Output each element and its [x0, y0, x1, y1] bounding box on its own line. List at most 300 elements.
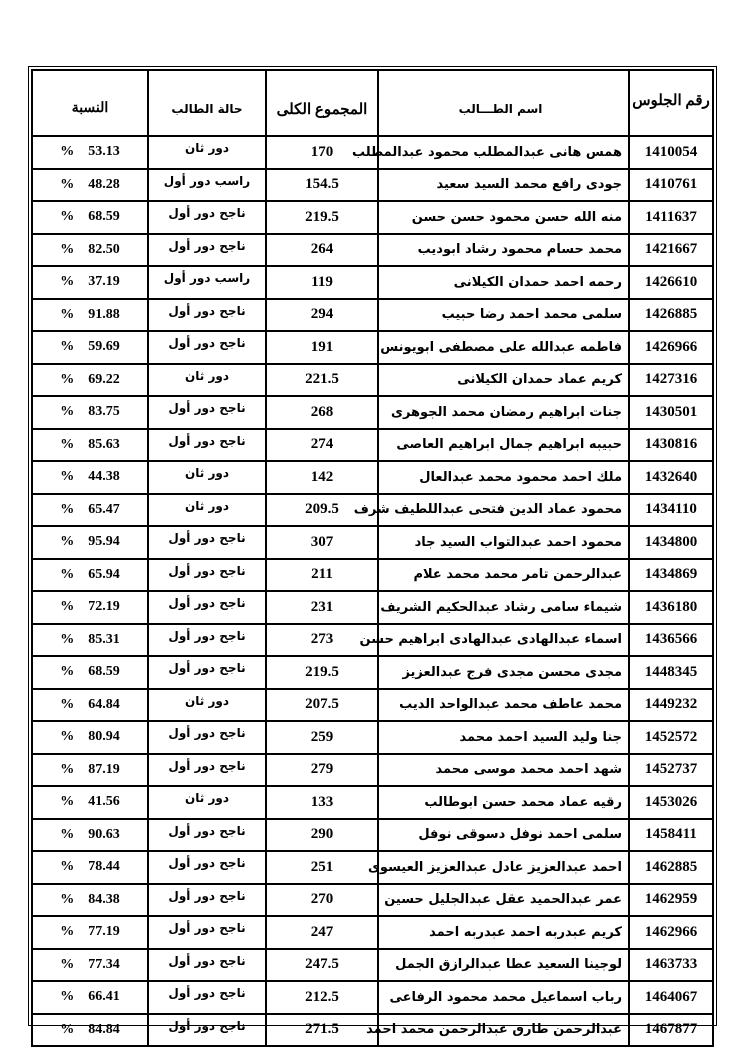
percent-wrap [33, 1022, 147, 1038]
student-name-cell-text: رقيه عماد محمد حسن ابوطالب [424, 794, 622, 810]
percent-wrap [33, 404, 147, 420]
status-cell-text: راسب دور أول [163, 173, 251, 188]
student-name-cell-text: كريم عماد حمدان الكيلانى [457, 372, 622, 388]
percent-sign: % [60, 664, 75, 680]
table-row [33, 885, 714, 918]
status-cell-text: ناجح دور أول [168, 433, 246, 448]
student-name-cell [379, 397, 630, 430]
percent-value: 48.28 [88, 176, 120, 192]
status-cell [149, 625, 267, 658]
header-percent: النسبة [33, 71, 149, 137]
total-cell: 142 [267, 462, 379, 495]
percent-cell [33, 365, 149, 398]
percent-cell [33, 332, 149, 365]
student-name-cell [379, 820, 630, 853]
seat-number-cell: 1434800 [630, 527, 714, 560]
status-cell [149, 397, 267, 430]
percent-wrap [33, 859, 147, 875]
table-row [33, 787, 714, 820]
status-cell-text: راسب دور أول [163, 271, 251, 286]
status-cell [149, 722, 267, 755]
header-total: المجموع الكلى [267, 71, 379, 137]
status-cell [149, 430, 267, 463]
percent-sign: % [60, 859, 75, 875]
percent-value: 64.84 [88, 696, 120, 712]
total-cell: 191 [267, 332, 379, 365]
percent-sign: % [60, 631, 75, 647]
percent-cell [33, 592, 149, 625]
percent-value: 37.19 [88, 274, 120, 290]
percent-value: 85.31 [88, 631, 120, 647]
total-cell: 231 [267, 592, 379, 625]
seat-number-cell: 1458411 [630, 820, 714, 853]
status-cell-text: ناجح دور أول [168, 726, 246, 741]
header-status: حالة الطالب [149, 71, 267, 137]
percent-value: 95.94 [88, 534, 120, 550]
status-cell-text: دور ثان [185, 693, 229, 708]
status-cell-text: دور ثان [185, 466, 229, 481]
percent-sign: % [60, 501, 75, 517]
student-name-cell [379, 365, 630, 398]
percent-wrap [33, 437, 147, 453]
percent-wrap [33, 307, 147, 323]
percent-cell [33, 820, 149, 853]
student-name-cell [379, 592, 630, 625]
percent-cell [33, 755, 149, 788]
table-row [33, 495, 714, 528]
seat-number-cell: 1410761 [630, 170, 714, 203]
percent-sign: % [60, 566, 75, 582]
percent-value: 72.19 [88, 599, 120, 615]
table-row [33, 1015, 714, 1048]
status-cell [149, 852, 267, 885]
status-cell-text: ناجح دور أول [168, 661, 246, 676]
status-cell-text: ناجح دور أول [168, 986, 246, 1001]
table-row [33, 722, 714, 755]
status-cell [149, 885, 267, 918]
percent-wrap [33, 957, 147, 973]
percent-wrap [33, 339, 147, 355]
percent-cell [33, 657, 149, 690]
student-name-cell [379, 755, 630, 788]
percent-wrap [33, 502, 147, 518]
percent-sign: % [60, 176, 75, 192]
student-name-cell-text: منه الله حسن محمود حسن حسن [411, 209, 622, 225]
status-cell [149, 657, 267, 690]
percent-sign: % [60, 696, 75, 712]
percent-value: 66.41 [88, 989, 120, 1005]
seat-number-cell: 1453026 [630, 787, 714, 820]
percent-wrap [33, 892, 147, 908]
status-cell-text: ناجح دور أول [168, 758, 246, 773]
student-name-cell [353, 495, 630, 528]
status-cell-text: ناجح دور أول [168, 238, 246, 253]
seat-number-cell: 1467877 [630, 1015, 714, 1048]
percent-cell [33, 137, 149, 170]
percent-value: 83.75 [88, 404, 120, 420]
total-cell: 251 [267, 852, 379, 885]
status-cell [149, 137, 267, 170]
status-cell-text: ناجح دور أول [168, 888, 246, 903]
student-name-cell [379, 917, 630, 950]
student-name-cell-text: لوجينا السعيد عطا عبدالرازق الجمل [395, 957, 622, 973]
table-row [33, 950, 714, 983]
status-cell-text: دور ثان [185, 368, 229, 383]
status-cell-text: ناجح دور أول [168, 401, 246, 416]
student-name-cell-text: محمد عاطف محمد عبدالواحد الديب [399, 697, 622, 713]
percent-cell [33, 430, 149, 463]
percent-sign: % [60, 209, 75, 225]
percent-sign: % [60, 469, 75, 485]
total-cell: 211 [267, 560, 379, 593]
percent-wrap [33, 209, 147, 225]
student-name-cell-text: رحمه احمد حمدان الكيلانى [453, 274, 622, 290]
student-name-cell [379, 560, 630, 593]
total-cell: 209.5 [267, 495, 379, 528]
table-row [33, 462, 714, 495]
total-cell: 290 [267, 820, 379, 853]
table-row [33, 690, 714, 723]
seat-number-cell: 1436566 [630, 625, 714, 658]
status-cell [149, 202, 267, 235]
total-cell: 212.5 [267, 982, 379, 1015]
status-cell-text: ناجح دور أول [168, 206, 246, 221]
student-name-cell-text: حبيبه ابراهيم جمال ابراهيم العاصى [396, 437, 622, 453]
student-name-cell [379, 300, 630, 333]
seat-number-cell: 1421667 [630, 235, 714, 268]
student-name-cell [379, 527, 630, 560]
student-name-cell [379, 885, 630, 918]
percent-cell [33, 560, 149, 593]
status-cell-text: ناجح دور أول [168, 823, 246, 838]
status-cell [149, 950, 267, 983]
status-cell [149, 267, 267, 300]
total-cell: 273 [267, 625, 379, 658]
status-cell-text: دور ثان [185, 498, 229, 513]
total-cell: 170 [267, 137, 379, 170]
percent-cell [33, 170, 149, 203]
percent-value: 84.84 [88, 1021, 120, 1037]
table-row [33, 560, 714, 593]
table-row [33, 300, 714, 333]
table-row [33, 527, 714, 560]
status-cell [149, 235, 267, 268]
student-name-cell-text: احمد عبدالعزيز عادل عبدالعزيز العيسوى [368, 859, 622, 875]
percent-sign: % [60, 599, 75, 615]
percent-cell [33, 462, 149, 495]
percent-wrap [33, 242, 147, 258]
student-name-cell-text: مجدى محسن مجدى فرج عبدالعزيز [402, 664, 622, 680]
status-cell [149, 365, 267, 398]
percent-wrap [33, 274, 147, 290]
seat-number-cell: 1434869 [630, 560, 714, 593]
total-cell: 307 [267, 527, 379, 560]
status-cell-text: ناجح دور أول [168, 303, 246, 318]
percent-wrap [33, 599, 147, 615]
percent-sign: % [60, 241, 75, 257]
student-name-cell [379, 170, 630, 203]
seat-number-cell: 1426885 [630, 300, 714, 333]
status-cell [149, 690, 267, 723]
student-name-cell-text: محمود عماد الدين فتحى عبداللطيف شرف [353, 502, 622, 518]
status-cell-text: ناجح دور أول [168, 563, 246, 578]
table-body [33, 137, 714, 1047]
total-cell: 274 [267, 430, 379, 463]
student-name-cell-text: جنا وليد السيد احمد محمد [459, 729, 622, 745]
student-name-cell [379, 202, 630, 235]
student-name-cell [359, 625, 630, 658]
seat-number-cell: 1427316 [630, 365, 714, 398]
percent-cell [33, 202, 149, 235]
table-row [33, 170, 714, 203]
table-row [33, 592, 714, 625]
status-cell-text: ناجح دور أول [168, 628, 246, 643]
table-row [33, 397, 714, 430]
percent-cell [33, 235, 149, 268]
seat-number-cell: 1452572 [630, 722, 714, 755]
percent-cell [33, 982, 149, 1015]
header-seat-number: رقم الجلوس [630, 71, 714, 137]
table-header [33, 71, 714, 137]
student-name-cell [379, 430, 630, 463]
seat-number-cell: 1462966 [630, 917, 714, 950]
student-name-cell-text: سلمى محمد احمد رضا حبيب [441, 307, 622, 323]
percent-sign: % [60, 761, 75, 777]
percent-cell [33, 917, 149, 950]
student-name-cell-text: سلمى احمد نوفل دسوقى نوفل [418, 827, 622, 843]
percent-value: 65.94 [88, 566, 120, 582]
student-name-cell [379, 235, 630, 268]
percent-value: 82.50 [88, 241, 120, 257]
header-row [33, 71, 714, 137]
percent-sign: % [60, 339, 75, 355]
seat-number-cell: 1410054 [630, 137, 714, 170]
seat-number-cell: 1449232 [630, 690, 714, 723]
percent-wrap [33, 664, 147, 680]
header-student-name: اسم الطـــالب [379, 71, 630, 137]
status-cell-text: ناجح دور أول [168, 596, 246, 611]
status-cell [149, 495, 267, 528]
total-cell: 247 [267, 917, 379, 950]
student-name-cell-text: عبدالرحمن تامر محمد محمد علام [413, 567, 622, 583]
total-cell: 154.5 [267, 170, 379, 203]
percent-wrap [33, 697, 147, 713]
seat-number-cell: 1462885 [630, 852, 714, 885]
percent-cell [33, 950, 149, 983]
total-cell: 207.5 [267, 690, 379, 723]
table-row [33, 332, 714, 365]
student-name-cell-text: فاطمه عبدالله على مصطفى ابويونس [380, 339, 622, 355]
percent-wrap [33, 177, 147, 193]
student-name-cell [379, 982, 630, 1015]
percent-value: 78.44 [88, 859, 120, 875]
table-row [33, 852, 714, 885]
seat-number-cell: 1430816 [630, 430, 714, 463]
percent-sign: % [60, 794, 75, 810]
student-name-cell [366, 1015, 630, 1048]
student-name-cell [379, 332, 630, 365]
seat-number-cell: 1464067 [630, 982, 714, 1015]
percent-wrap [33, 469, 147, 485]
status-cell [149, 170, 267, 203]
percent-value: 53.13 [88, 144, 120, 160]
percent-value: 80.94 [88, 729, 120, 745]
status-cell [149, 787, 267, 820]
percent-wrap [33, 827, 147, 843]
table-row [33, 755, 714, 788]
percent-cell [33, 625, 149, 658]
status-cell-text: ناجح دور أول [168, 953, 246, 968]
percent-sign: % [60, 891, 75, 907]
percent-sign: % [60, 924, 75, 940]
percent-cell [33, 885, 149, 918]
total-cell: 279 [267, 755, 379, 788]
seat-number-cell: 1434110 [630, 495, 714, 528]
percent-wrap [33, 567, 147, 583]
seat-number-cell: 1411637 [630, 202, 714, 235]
total-cell: 294 [267, 300, 379, 333]
status-cell [149, 560, 267, 593]
percent-value: 91.88 [88, 306, 120, 322]
student-name-cell-text: جودى رافع محمد السيد سعيد [436, 177, 622, 193]
percent-wrap [33, 729, 147, 745]
status-cell-text: ناجح دور أول [168, 531, 246, 546]
percent-sign: % [60, 826, 75, 842]
total-cell: 219.5 [267, 657, 379, 690]
status-cell [149, 527, 267, 560]
percent-cell [33, 300, 149, 333]
status-cell [149, 462, 267, 495]
status-cell [149, 332, 267, 365]
total-cell: 268 [267, 397, 379, 430]
status-cell-text: دور ثان [185, 141, 229, 156]
percent-sign: % [60, 956, 75, 972]
student-name-cell-text: عبدالرحمن طارق عبدالرحمن محمد احمد [366, 1022, 622, 1038]
percent-cell [33, 267, 149, 300]
percent-cell [33, 1015, 149, 1048]
percent-wrap [33, 534, 147, 550]
table-row [33, 625, 714, 658]
percent-cell [33, 722, 149, 755]
table-row [33, 137, 714, 170]
student-name-cell-text: رباب اسماعيل محمد محمود الرفاعى [389, 989, 622, 1005]
student-name-cell [351, 137, 630, 170]
student-name-cell-text: كريم عبدربه احمد عبدربه احمد [429, 924, 622, 940]
percent-value: 77.34 [88, 956, 120, 972]
percent-sign: % [60, 306, 75, 322]
seat-number-cell: 1432640 [630, 462, 714, 495]
total-cell: 119 [267, 267, 379, 300]
status-cell [149, 982, 267, 1015]
percent-value: 85.63 [88, 436, 120, 452]
table-row [33, 657, 714, 690]
seat-number-cell: 1430501 [630, 397, 714, 430]
total-cell: 259 [267, 722, 379, 755]
seat-number-cell: 1462959 [630, 885, 714, 918]
student-name-cell-text: شهد احمد محمد موسى محمد [435, 762, 622, 778]
table-row [33, 917, 714, 950]
status-cell-text: دور ثان [185, 791, 229, 806]
percent-value: 65.47 [88, 501, 120, 517]
percent-value: 68.59 [88, 209, 120, 225]
student-name-cell [379, 722, 630, 755]
seat-number-cell: 1436180 [630, 592, 714, 625]
total-cell: 264 [267, 235, 379, 268]
percent-sign: % [60, 436, 75, 452]
percent-value: 41.56 [88, 794, 120, 810]
percent-cell [33, 527, 149, 560]
percent-sign: % [60, 1021, 75, 1037]
percent-wrap [33, 632, 147, 648]
student-name-cell [379, 267, 630, 300]
student-name-cell-text: همس هانى عبدالمطلب محمود عبدالمطلب [351, 144, 622, 160]
percent-sign: % [60, 371, 75, 387]
seat-number-cell: 1426966 [630, 332, 714, 365]
table-row [33, 267, 714, 300]
percent-wrap [33, 144, 147, 160]
seat-number-cell: 1448345 [630, 657, 714, 690]
percent-sign: % [60, 274, 75, 290]
percent-value: 44.38 [88, 469, 120, 485]
status-cell-text: ناجح دور أول [168, 856, 246, 871]
table-row [33, 202, 714, 235]
seat-number-cell: 1452737 [630, 755, 714, 788]
percent-value: 69.22 [88, 371, 120, 387]
status-cell [149, 1015, 267, 1048]
percent-cell [33, 690, 149, 723]
table-row [33, 365, 714, 398]
table-row [33, 820, 714, 853]
percent-value: 77.19 [88, 924, 120, 940]
percent-cell [33, 787, 149, 820]
student-name-cell-text: جنات ابراهيم رمضان محمد الجوهرى [391, 404, 622, 420]
percent-value: 84.38 [88, 891, 120, 907]
student-name-cell-text: محمود احمد عبدالتواب السيد جاد [414, 534, 622, 550]
total-cell: 221.5 [267, 365, 379, 398]
seat-number-cell: 1426610 [630, 267, 714, 300]
percent-value: 87.19 [88, 761, 120, 777]
total-cell: 270 [267, 885, 379, 918]
percent-sign: % [60, 144, 75, 160]
total-cell: 271.5 [267, 1015, 379, 1048]
status-cell [149, 592, 267, 625]
table-row [33, 235, 714, 268]
student-name-cell [379, 787, 630, 820]
student-name-cell [379, 657, 630, 690]
table-row [33, 982, 714, 1015]
percent-wrap [33, 794, 147, 810]
total-cell: 133 [267, 787, 379, 820]
student-name-cell-text: عمر عبدالحميد عقل عبدالجليل حسين [384, 892, 622, 908]
percent-value: 90.63 [88, 826, 120, 842]
total-cell: 219.5 [267, 202, 379, 235]
percent-cell [33, 495, 149, 528]
percent-sign: % [60, 989, 75, 1005]
percent-sign: % [60, 534, 75, 550]
student-name-cell [368, 852, 630, 885]
seat-number-cell: 1463733 [630, 950, 714, 983]
percent-cell [33, 852, 149, 885]
student-name-cell [379, 950, 630, 983]
status-cell [149, 755, 267, 788]
status-cell-text: ناجح دور أول [168, 921, 246, 936]
student-name-cell [379, 462, 630, 495]
student-name-cell-text: شيماء سامى رشاد عبدالحكيم الشريف [380, 599, 622, 615]
status-cell-text: ناجح دور أول [168, 336, 246, 351]
status-cell [149, 300, 267, 333]
percent-value: 68.59 [88, 664, 120, 680]
results-table [31, 69, 714, 1047]
